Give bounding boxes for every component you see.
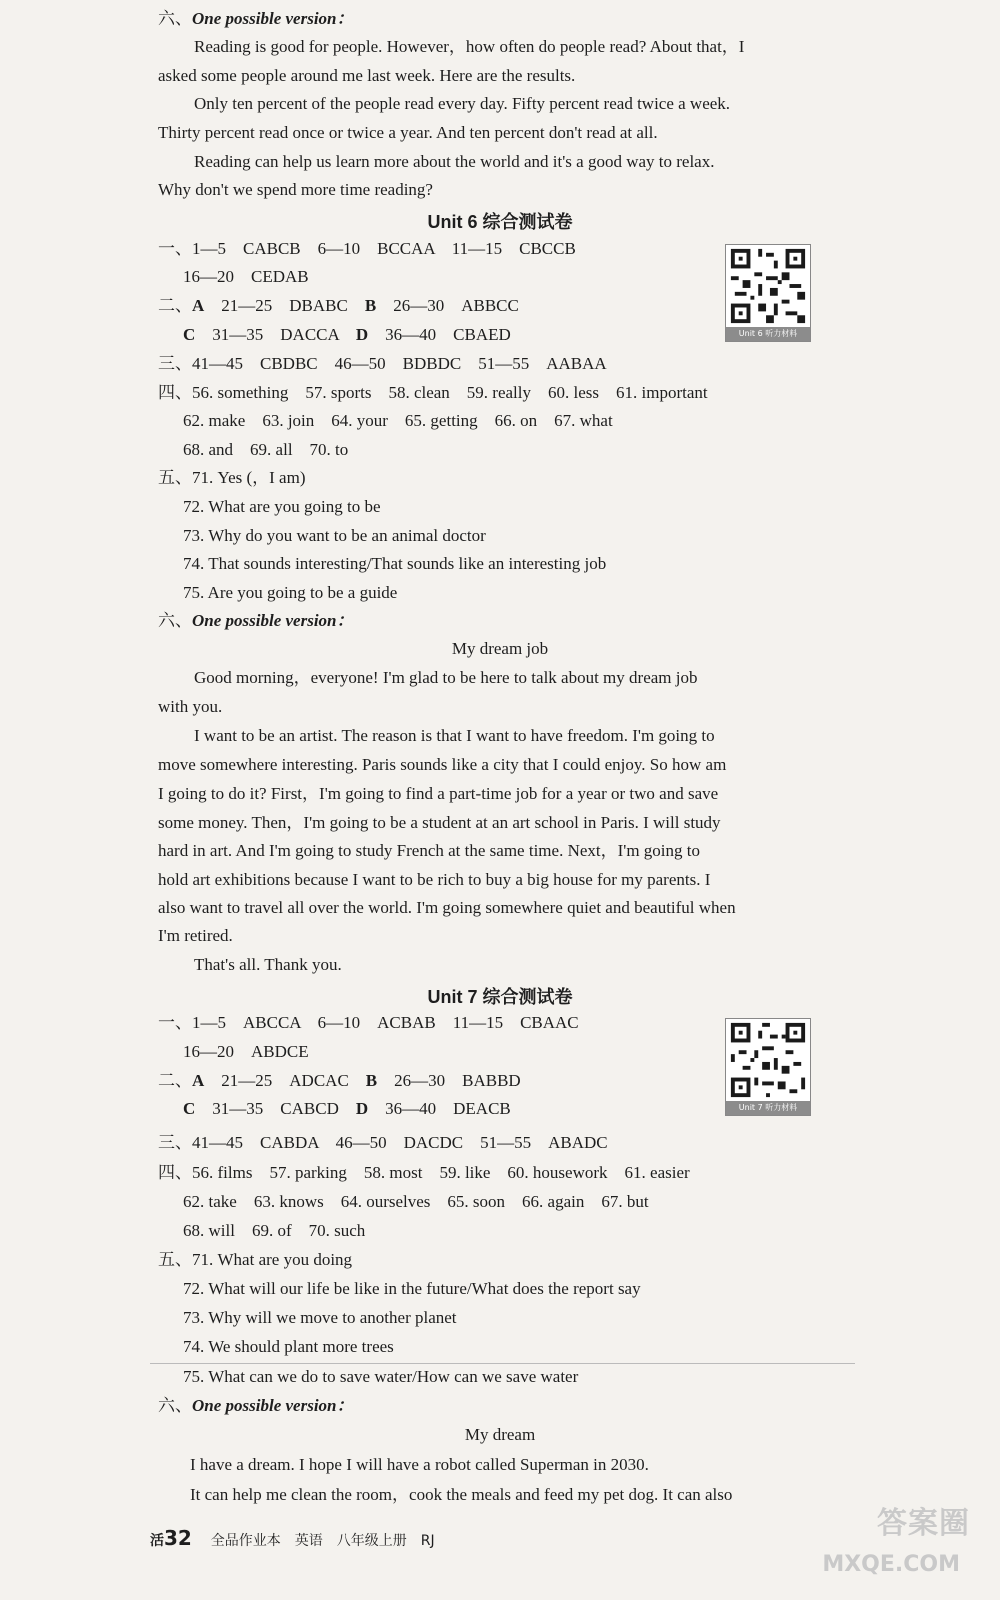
- answer-line: 三、41—45 CBDBC 46—50 BDBDC 51—55 AABAA: [158, 354, 607, 373]
- answer-line: 75. Are you going to be a guide: [183, 583, 398, 602]
- answer-line: 16—20 CEDAB: [183, 267, 309, 286]
- answer-line: 一、1—5 ABCCA 6—10 ACBAB 11—15 CBAAC: [158, 1013, 579, 1032]
- divider: [150, 1363, 855, 1364]
- watermark-url: MXQE.COM: [822, 1552, 960, 1577]
- section-header: 六、One possible version：: [158, 9, 354, 28]
- answer-line: 72. What are you going to be: [183, 497, 381, 516]
- paragraph-line: asked some people around me last week. Here are the results.: [158, 66, 576, 85]
- page-footer: [150, 1526, 435, 1550]
- answer-line: 五、71. Yes (，I am): [158, 468, 306, 487]
- paragraph-line: Only ten percent of the people read every day. Fifty percent read twice a week.: [194, 94, 731, 113]
- answer-line: 75. What can we do to save water/How can we save water: [183, 1367, 579, 1386]
- essay-title: My dream job: [451, 639, 549, 658]
- answer-line: 68. and 69. all 70. to: [183, 440, 349, 459]
- paragraph-line: hold art exhibitions because I want to be rich to buy a big house for my parents. I: [158, 870, 711, 889]
- answer-line: 16—20 ABDCE: [183, 1042, 309, 1061]
- answer-line: C 31—35 DACCA D 36—40 CBAED: [183, 325, 511, 344]
- answer-line: 72. What will our life be like in the future/What does the report say: [183, 1279, 641, 1298]
- paragraph-line: I have a dream. I hope I will have a robot called Superman in 2030.: [190, 1455, 649, 1474]
- answer-line: 73. Why do you want to be an animal doctor: [183, 526, 486, 545]
- qr-caption: Unit 6 听力材料: [726, 327, 810, 341]
- paragraph-line: also want to travel all over the world. I'm going somewhere quiet and beautiful when: [158, 898, 736, 917]
- answer-line: 三、41—45 CABDA 46—50 DACDC 51—55 ABADC: [158, 1133, 608, 1152]
- qr-code-icon: [726, 245, 810, 327]
- section-header: 六、One possible version：: [158, 1396, 354, 1415]
- paragraph-line: Reading can help us learn more about the world and it's a good way to relax.: [194, 152, 715, 171]
- footer-text: 全品作业本 英语 八年级上册 RJ: [210, 1533, 435, 1549]
- qr-code-image: [725, 1018, 811, 1116]
- answer-line: 73. Why will we move to another planet: [183, 1308, 457, 1327]
- answer-line: 68. will 69. of 70. such: [183, 1221, 366, 1240]
- paragraph-line: I going to do it? First，I'm going to find a part-time job for a year or two and save: [158, 784, 719, 803]
- footer-prefix: 活: [150, 1533, 164, 1549]
- answer-line: 四、56. films 57. parking 58. most 59. like 60. housework 61. easier: [158, 1163, 690, 1182]
- section-header: 六、One possible version：: [158, 611, 354, 630]
- paragraph-line: hard in art. And I'm going to study French at the same time. Next，I'm going to: [158, 841, 701, 860]
- answer-line: 62. make 63. join 64. your 65. getting 66. on 67. what: [183, 411, 613, 430]
- paragraph-line: Thirty percent read once or twice a year. And ten percent don't read at all.: [158, 123, 658, 142]
- paragraph-line: some money. Then，I'm going to be a student at an art school in Paris. I will study: [158, 813, 721, 832]
- unit-title: Unit 7 综合测试卷: [427, 987, 573, 1007]
- qr-code-image: [725, 244, 811, 342]
- paragraph-line: Good morning，everyone! I'm glad to be here to talk about my dream job: [194, 668, 698, 687]
- qr-caption: Unit 7 听力材料: [726, 1101, 810, 1115]
- answer-line: 一、1—5 CABCB 6—10 BCCAA 11—15 CBCCB: [158, 239, 576, 258]
- qr-code-icon: [726, 1019, 810, 1101]
- paragraph-line: Why don't we spend more time reading?: [158, 180, 433, 199]
- answer-line: 74. That sounds interesting/That sounds like an interesting job: [183, 554, 607, 573]
- paragraph-line: I want to be an artist. The reason is that I want to have freedom. I'm going to: [194, 726, 715, 745]
- essay-title: My dream: [464, 1425, 536, 1444]
- unit-title: Unit 6 综合测试卷: [427, 212, 573, 232]
- paragraph-line: That's all. Thank you.: [194, 955, 342, 974]
- answer-line: C 31—35 CABCD D 36—40 DEACB: [183, 1099, 511, 1118]
- answer-line: 二、A 21—25 ADCAC B 26—30 BABBD: [158, 1071, 521, 1090]
- answer-line: 四、56. something 57. sports 58. clean 59. really 60. less 61. important: [158, 383, 708, 402]
- answer-line: 62. take 63. knows 64. ourselves 65. soon 66. again 67. but: [183, 1192, 649, 1211]
- paragraph-line: Reading is good for people. However，how often do people read? About that，I: [194, 37, 745, 56]
- answer-line: 二、A 21—25 DBABC B 26—30 ABBCC: [158, 296, 519, 315]
- paragraph-line: I'm retired.: [158, 926, 233, 945]
- watermark-logo: 答案圈: [877, 1506, 970, 1541]
- answer-line: 五、71. What are you doing: [158, 1250, 353, 1269]
- page-number: 32: [164, 1526, 192, 1550]
- paragraph-line: It can help me clean the room，cook the meals and feed my pet dog. It can also: [190, 1485, 733, 1504]
- paragraph-line: move somewhere interesting. Paris sounds like a city that I could enjoy. So how am: [158, 755, 727, 774]
- paragraph-line: with you.: [158, 697, 223, 716]
- answer-line: 74. We should plant more trees: [183, 1337, 394, 1356]
